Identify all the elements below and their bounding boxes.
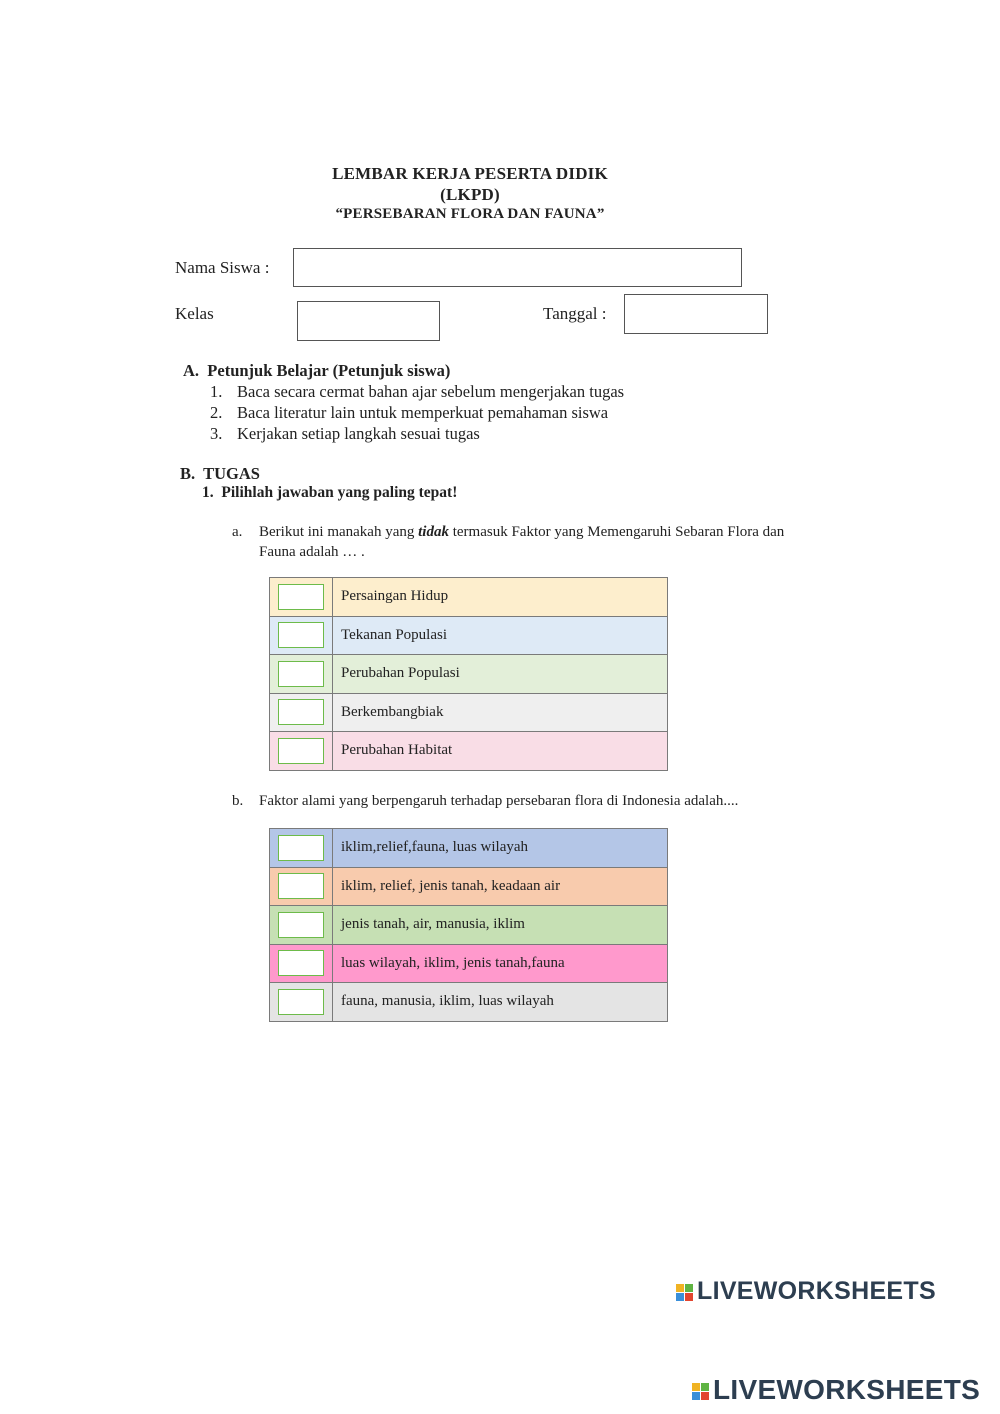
option-label: Perubahan Habitat (333, 732, 668, 771)
option-row-b1 (270, 829, 668, 868)
option-check-cell (270, 693, 333, 732)
nama-label: Nama Siswa : (175, 258, 270, 277)
option-row-a2 (270, 616, 668, 655)
question-a-line2: Fauna adalah … . (259, 544, 365, 560)
option-check-cell (270, 829, 333, 868)
option-label: Berkembangbiak (333, 693, 668, 732)
liveworksheets-logo-icon (676, 1284, 693, 1301)
option-check-cell (270, 616, 333, 655)
option-check-cell (270, 867, 333, 906)
option-label: fauna, manusia, iklim, luas wilayah (333, 983, 668, 1022)
instruction-item: 3. Kerjakan setiap langkah sesuai tugas (210, 424, 480, 443)
liveworksheets-watermark-footer: LIVEWORKSHEETS (692, 1374, 980, 1406)
answer-checkbox[interactable] (278, 622, 324, 648)
tanggal-label: Tanggal : (543, 304, 607, 323)
title-line-2: (LKPD) (440, 185, 500, 204)
option-row-b4 (270, 944, 668, 983)
question-b (232, 791, 852, 811)
section-a-heading: A. Petunjuk Belajar (Petunjuk siswa) (183, 361, 451, 380)
answer-checkbox[interactable] (278, 835, 324, 861)
option-label: Perubahan Populasi (333, 655, 668, 694)
option-check-cell (270, 944, 333, 983)
title-line-1: LEMBAR KERJA PESERTA DIDIK (332, 164, 608, 183)
instruction-item: 1. Baca secara cermat bahan ajar sebelum mengerjakan tugas (210, 382, 625, 401)
question-a-options (269, 577, 668, 771)
section-b-heading: B. TUGAS (180, 464, 260, 483)
question-a: a. Berikut ini manakah yang tidak termasuk Faktor yang Memengaruhi Sebaran Flora dan Fauna adalah … . (232, 524, 785, 560)
option-row-a4 (270, 693, 668, 732)
option-check-cell (270, 732, 333, 771)
liveworksheets-watermark: LIVEWORKSHEETS (676, 1277, 936, 1306)
instruction-list (210, 381, 624, 444)
option-row-a3 (270, 655, 668, 694)
question-b-text: Faktor alami yang berpengaruh terhadap persebaran flora di Indonesia adalah.... (259, 793, 739, 809)
answer-checkbox[interactable] (278, 699, 324, 725)
answer-checkbox[interactable] (278, 873, 324, 899)
tanggal-input[interactable] (624, 294, 768, 334)
option-check-cell (270, 983, 333, 1022)
liveworksheets-logo-icon (692, 1383, 709, 1400)
option-check-cell (270, 906, 333, 945)
option-label: Tekanan Populasi (333, 616, 668, 655)
option-row-a1 (270, 578, 668, 617)
option-row-b5 (270, 983, 668, 1022)
question-b-options (269, 828, 668, 1022)
nama-input[interactable] (293, 248, 742, 287)
title-line-3: “PERSEBARAN FLORA DAN FAUNA” (335, 206, 605, 222)
kelas-input[interactable] (297, 301, 440, 341)
task-1-heading: 1. Pilihlah jawaban yang paling tepat! (202, 484, 458, 501)
answer-checkbox[interactable] (278, 912, 324, 938)
kelas-label: Kelas (175, 304, 214, 323)
instruction-item: 2. Baca literatur lain untuk memperkuat pemahaman siswa (210, 403, 609, 422)
option-check-cell (270, 578, 333, 617)
option-label: jenis tanah, air, manusia, iklim (333, 906, 668, 945)
option-check-cell (270, 655, 333, 694)
option-row-a5 (270, 732, 668, 771)
option-row-b2 (270, 867, 668, 906)
question-a-emphasis: tidak (418, 524, 449, 540)
option-label: Persaingan Hidup (333, 578, 668, 617)
option-row-b3 (270, 906, 668, 945)
answer-checkbox[interactable] (278, 661, 324, 687)
option-label: iklim, relief, jenis tanah, keadaan air (333, 867, 668, 906)
answer-checkbox[interactable] (278, 989, 324, 1015)
option-label: luas wilayah, iklim, jenis tanah,fauna (333, 944, 668, 983)
answer-checkbox[interactable] (278, 950, 324, 976)
question-a-letter: a. (232, 524, 243, 540)
option-label: iklim,relief,fauna, luas wilayah (333, 829, 668, 868)
answer-checkbox[interactable] (278, 738, 324, 764)
question-b-letter: b. (232, 793, 244, 809)
answer-checkbox[interactable] (278, 584, 324, 610)
